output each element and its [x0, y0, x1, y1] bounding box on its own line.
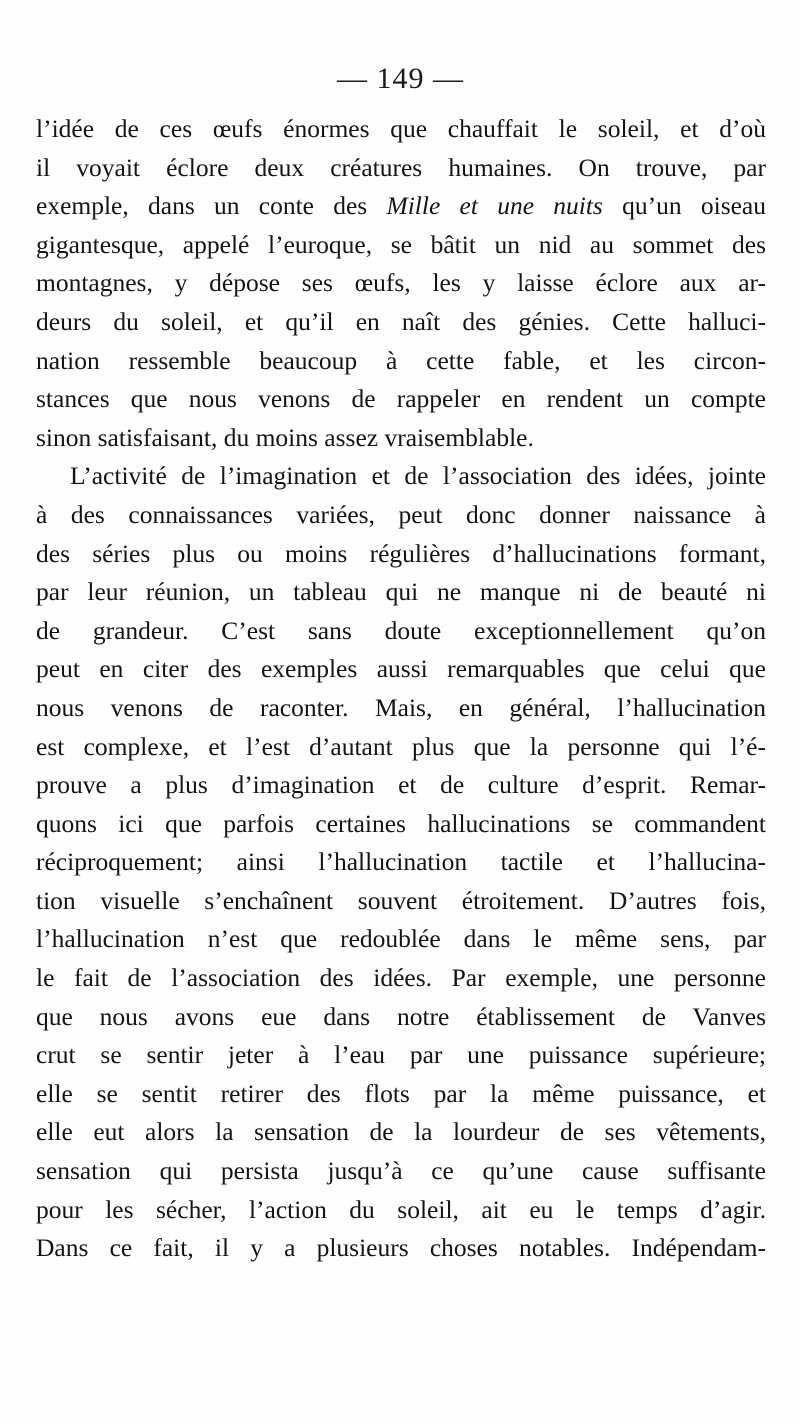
text-line: est complexe, et l’est d’autant plus que la personne qui l’é-: [36, 731, 766, 761]
text-line: il voyait éclore deux créatures humaines. On trouve, par: [36, 152, 766, 182]
text-line: que nous avons eue dans notre établissement de Vanves: [36, 1001, 766, 1031]
text-line: nation ressemble beaucoup à cette fable, et les circon-: [36, 345, 766, 375]
text-line: pour les sécher, l’action du soleil, ait eu le temps d’agir.: [36, 1194, 766, 1224]
text-line: montagnes, y dépose ses œufs, les y laisse éclore aux ar-: [36, 268, 766, 298]
text-line: l’hallucination n’est que redoublée dans le même sens, par: [36, 924, 766, 954]
text-line: peut en citer des exemples aussi remarquables que celui que: [36, 654, 766, 684]
text-line: crut se sentir jeter à l’eau par une puissance supérieure;: [36, 1040, 766, 1070]
text-line: sinon satisfaisant, du moins assez vraisemblable.: [36, 422, 534, 452]
text-line: nous venons de raconter. Mais, en général, l’hallucination: [36, 692, 766, 722]
text-line: des séries plus ou moins régulières d’hallucinations formant,: [36, 538, 766, 568]
text-line: L’activité de l’imagination et de l’association des idées, jointe: [70, 461, 766, 491]
text-line: prouve a plus d’imagination et de culture d’esprit. Remar-: [36, 770, 766, 800]
text-line: de grandeur. C’est sans doute exceptionnellement qu’on: [36, 615, 766, 645]
body-text: [36, 110, 766, 1268]
text-line: l’idée de ces œufs énormes que chauffait le soleil, et d’où: [36, 114, 766, 143]
text-line: stances que nous venons de rappeler en rendent un compte: [36, 384, 766, 414]
text-line: elle se sentit retirer des flots par la même puissance, et: [36, 1078, 766, 1108]
text-line: Dans ce fait, il y a plusieurs choses notables. Indépendam-: [36, 1233, 766, 1263]
text-line: par leur réunion, un tableau qui ne manque ni de beauté ni: [36, 577, 766, 607]
book-title-italic: Mille et une nuits: [386, 191, 603, 221]
text-line: exemple, dans un conte des Mille et une nuits qu’un oiseau: [36, 191, 766, 221]
page-number-header: — 149 —: [337, 62, 464, 95]
text-line: réciproquement; ainsi l’hallucination tactile et l’hallucina-: [36, 847, 766, 877]
text-line: elle eut alors la sensation de la lourdeur de ses vêtements,: [36, 1117, 766, 1147]
text-line: gigantesque, appelé l’euroque, se bâtit un nid au sommet des: [36, 229, 766, 259]
text-line: sensation qui persista jusqu’à ce qu’une cause suffisante: [36, 1156, 766, 1186]
text-line: le fait de l’association des idées. Par exemple, une personne: [36, 963, 766, 993]
text-line: quons ici que parfois certaines hallucinations se commandent: [36, 808, 766, 838]
text-line: tion visuelle s’enchaînent souvent étroitement. D’autres fois,: [36, 885, 766, 915]
text-line: à des connaissances variées, peut donc donner naissance à: [36, 499, 766, 529]
text-line: deurs du soleil, et qu’il en naît des génies. Cette halluci-: [36, 306, 766, 336]
